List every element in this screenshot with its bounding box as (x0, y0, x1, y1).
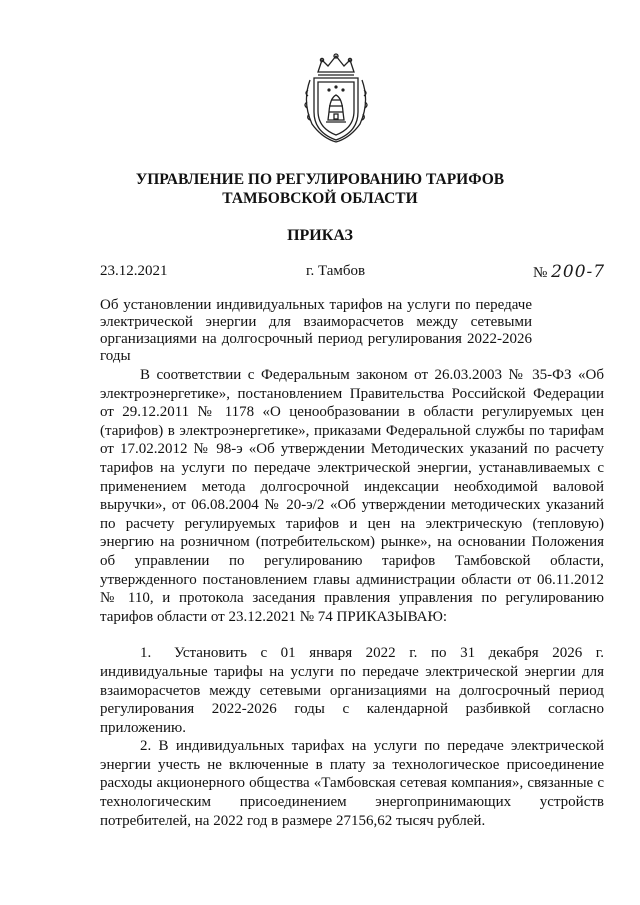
order-number (533, 262, 605, 282)
org-name-line2: ТАМБОВСКОЙ ОБЛАСТИ (222, 190, 418, 207)
coat-of-arms-icon (296, 50, 376, 146)
item-1-number: 1. (140, 645, 152, 662)
item-2-paragraph: 2. В индивидуальных тарифах на услуги по передаче электрической энергии учесть не включенные в плату за технологическое присоединение расходы акционерного общества «Тамбовская сетевая компания», связанные с технологическим присоединением энергопринимающих устройств потребителей, на 2022 год в размере 27156,62 тысяч рублей. (100, 738, 604, 829)
preamble-paragraph: В соответствии с Федеральным законом от 26.03.2003 № 35-ФЗ «Об электроэнергетике», постановлением Правительства Российской Федерации от 29.12.2011 № 1178 «О ценообразовании в области регулируемых цен (тарифов) в электроэнергетике», приказами Федеральной службы по тарифам от 17.02.2012 № 98-э «Об утверждении Методических указаний по расчету тарифов на услуги по передаче электрической энергии, устанавливаемых с применением метода долгосрочной индексации необходимой валовой выручки», от 06.08.2004 № 20-э/2 «Об утверждении методических указаний по расчету регулируемых тарифов и цен на электрическую (тепловую) энергию на розничном (потребительском) рынке», на основании Положения об управлении по регулированию тарифов Тамбовской области, утвержденного постановлением главы администрации области от 06.11.2012 № 110, и протокола заседания правления управления по регулированию тарифов области от 23.12.2021 № 74 ПРИКАЗЫВАЮ: (100, 367, 604, 625)
document-type: ПРИКАЗ (287, 227, 353, 244)
order-date: 23.12.2021 (100, 263, 168, 279)
org-name-line1: УПРАВЛЕНИЕ ПО РЕГУЛИРОВАНИЮ ТАРИФОВ (135, 171, 505, 188)
order-subject: Об установлении индивидуальных тарифов на услуги по передаче электрической энергии для взаиморасчетов между сетевыми организациями на долгосрочный период регулирования 2022-2026 годы (100, 297, 532, 364)
item-1-text: Установить с 01 января 2022 г. по 31 декабря 2026 г. индивидуальные тарифы на услуги по передаче электрической энергии для взаиморасчетов между сетевыми организациями на долгосрочный период регулирования 2022-2026 годы с календарной разбивкой согласно приложению. (100, 645, 604, 736)
order-city: г. Тамбов (306, 263, 366, 279)
order-body (100, 366, 604, 830)
item-1-paragraph (100, 644, 604, 737)
order-number-prefix: № (533, 265, 548, 281)
order-number-handwritten: 200-7 (551, 262, 606, 282)
